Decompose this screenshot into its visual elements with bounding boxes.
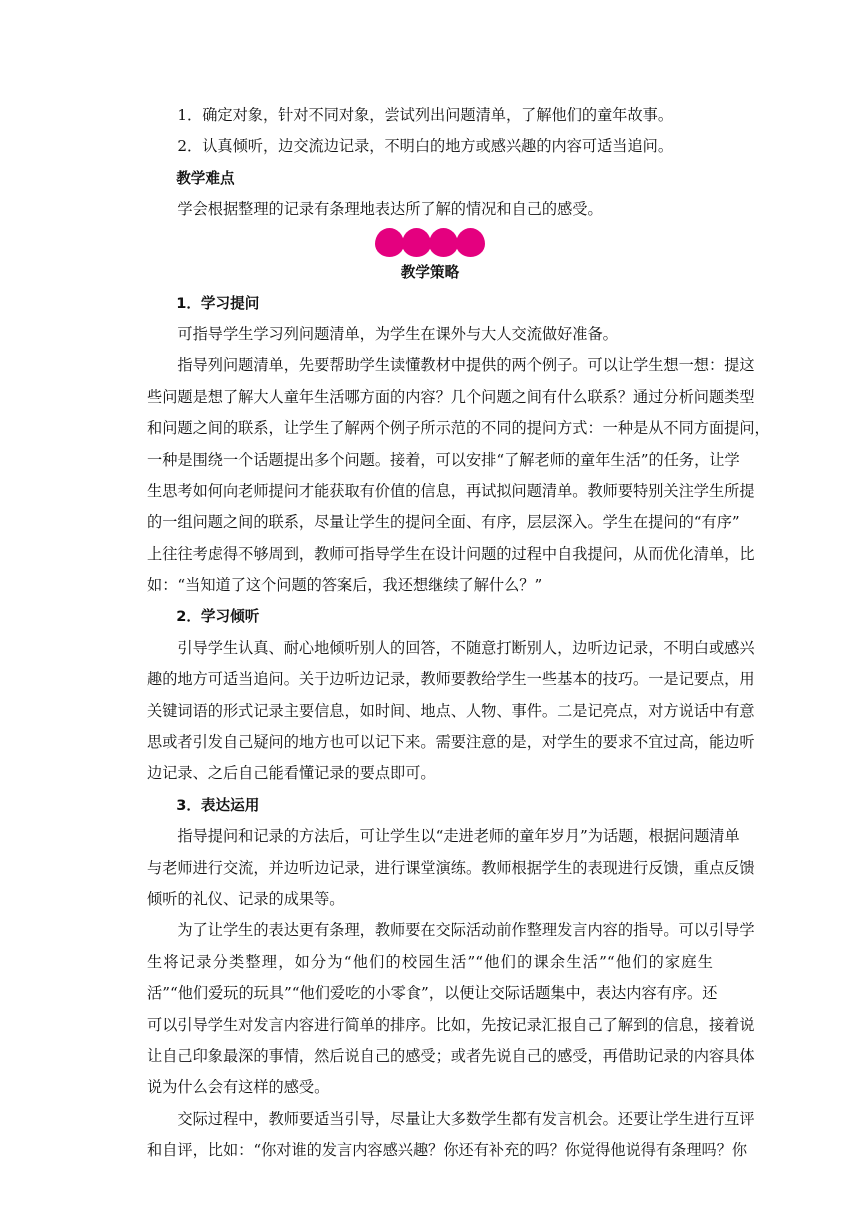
paragraph-line: 与老师进行交流，并边听边记录，进行课堂演练。教师根据学生的表现进行反馈，重点反馈 xyxy=(147,858,755,877)
paragraph xyxy=(147,915,755,1103)
strategy-sections xyxy=(147,288,770,1167)
difficulty-text: 学会根据整理的记录有条理地表达所了解的情况和自己的感受。 xyxy=(177,200,603,219)
paragraph xyxy=(147,821,755,915)
ornament-dot xyxy=(402,228,431,257)
paragraph-line: 边记录、之后自己能看懂记录的要点即可。 xyxy=(147,764,436,783)
paragraph xyxy=(147,1104,755,1167)
paragraph-line: 交际过程中，教师要适当引导，尽量让大多数学生都有发言机会。还要让学生进行互评 xyxy=(177,1109,755,1128)
paragraph xyxy=(147,633,755,790)
paragraph-line: 生将记录分类整理，如分为“他们的校园生活”“他们的课余生活”“他们的家庭生 xyxy=(147,952,713,971)
paragraph-line: 趣的地方可适当追问。关于边听边记录，教师要教给学生一些基本的技巧。一是记要点，用 xyxy=(147,670,755,689)
paragraph-line: 倾听的礼仪、记录的成果等。 xyxy=(147,889,345,908)
paragraph-line: 和自评，比如：“你对谁的发言内容感兴趣？你还有补充的吗？你觉得他说得有条理吗？你 xyxy=(147,1141,748,1160)
paragraph-line: 引导学生认真、耐心地倾听别人的回答，不随意打断别人，边听边记录，不明白或感兴 xyxy=(177,638,755,657)
paragraph-line: 和问题之间的联系，让学生了解两个例子所示范的不同的提问方式：一种是从不同方面提问， xyxy=(147,419,770,438)
paragraph-line: 可指导学生学习列问题清单，为学生在课外与大人交流做好准备。 xyxy=(177,324,618,343)
ornament-dot xyxy=(429,228,458,257)
paragraph-line: 思或者引发自己疑问的地方也可以记下来。需要注意的是，对学生的要求不宜过高，能边听 xyxy=(147,733,755,752)
paragraph-line: 一种是围绕一个话题提出多个问题。接着，可以安排“了解老师的童年生活”的任务，让学 xyxy=(147,450,740,469)
section-title: 教学策略 xyxy=(400,263,460,281)
paragraph-line: 生思考如何向老师提问才能获取有价值的信息，再试拟问题清单。教师要特别关注学生所提 xyxy=(147,481,755,500)
paragraph-line: 些问题是想了解大人童年生活哪方面的内容？几个问题之间有什么联系？通过分析问题类型 xyxy=(147,387,755,406)
ornament-dot xyxy=(375,228,404,257)
paragraph-line: 指导提问和记录的方法后，可让学生以“走进老师的童年岁月”为话题，根据问题清单 xyxy=(177,827,740,846)
difficulty-heading: 教学难点 xyxy=(176,169,235,187)
paragraph-line: 的一组问题之间的联系，尽量让学生的提问全面、有序，层层深入。学生在提问的“有序” xyxy=(147,513,740,532)
paragraph-line: 关键词语的形式记录主要信息，如时间、地点、人物、事件。二是记亮点，对方说话中有意 xyxy=(147,701,755,720)
paragraph-line: 活”“他们爱玩的玩具”“他们爱吃的小零食”，以便让交际话题集中，表达内容有序。还 xyxy=(147,984,718,1003)
paragraph-line: 说为什么会有这样的感受。 xyxy=(147,1078,330,1097)
section-heading: 3．表达运用 xyxy=(176,796,260,814)
paragraph-line: 指导列问题清单，先要帮助学生读懂教材中提供的两个例子。可以让学生想一想：提这 xyxy=(177,356,755,375)
section-ornament xyxy=(147,228,713,258)
paragraph xyxy=(147,319,713,350)
paragraph-line: 上往往考虑得不够周到，教师可指导学生在设计问题的过程中自我提问，从而优化清单，比 xyxy=(147,544,755,563)
section-heading: 2．学习倾听 xyxy=(176,608,260,626)
paragraph xyxy=(147,350,770,601)
section-heading: 1．学习提问 xyxy=(176,294,260,312)
paragraph-line: 如：“当知道了这个问题的答案后，我还想继续了解什么？” xyxy=(147,576,543,595)
paragraph-line: 可以引导学生对发言内容进行简单的排序。比如，先按记录汇报自己了解到的信息，接着说 xyxy=(147,1015,755,1034)
paragraph-line: 为了让学生的表达更有条理，教师要在交际活动前作整理发言内容的指导。可以引导学 xyxy=(177,921,755,940)
page-content xyxy=(147,100,770,1167)
objective-item: 1．确定对象，针对不同对象，尝试列出问题清单，了解他们的童年故事。 xyxy=(177,106,674,124)
paragraph-line: 让自己印象最深的事情，然后说自己的感受；或者先说自己的感受，再借助记录的内容具体 xyxy=(147,1046,755,1065)
objective-item: 2．认真倾听，边交流边记录，不明白的地方或感兴趣的内容可适当追问。 xyxy=(177,137,674,156)
ornament-dot xyxy=(456,228,485,257)
